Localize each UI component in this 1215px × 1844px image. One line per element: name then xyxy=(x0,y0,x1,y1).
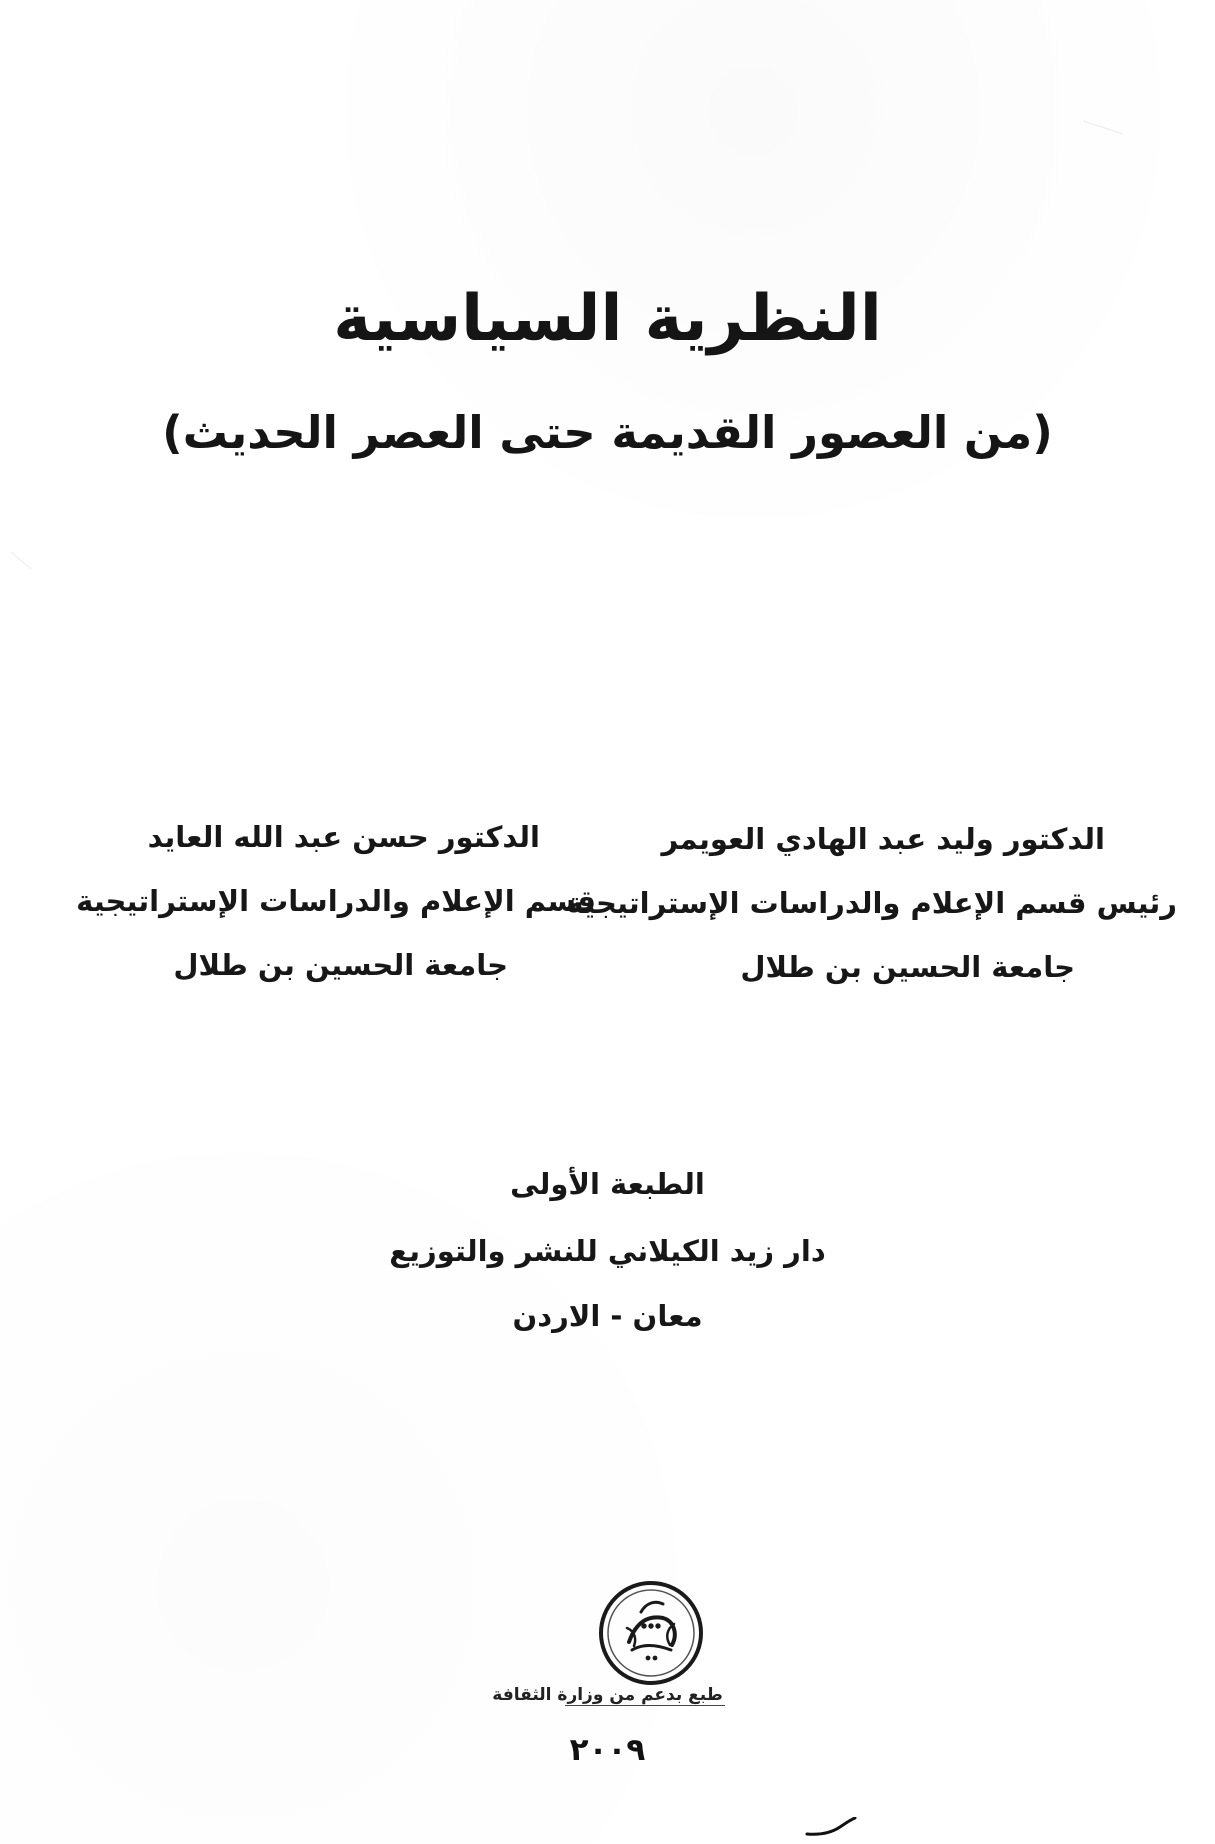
scan-mark xyxy=(11,552,32,569)
edition-label: الطبعة الأولى xyxy=(510,1167,705,1201)
book-title: النظرية السياسية xyxy=(333,282,882,356)
right-author-position: رئيس قسم الإعلام والدراسات الإستراتيجية xyxy=(566,886,1177,920)
publication-place: معان - الاردن xyxy=(512,1299,703,1333)
pen-stroke-icon xyxy=(805,1817,857,1839)
scan-mark xyxy=(1083,121,1123,135)
right-author-university: جامعة الحسين بن طلال xyxy=(740,950,1075,984)
left-author-department: قسم الإعلام والدراسات الإستراتيجية xyxy=(76,884,596,918)
right-author-name: الدكتور وليد عبد الهادي العويمر xyxy=(661,822,1105,856)
left-author-name: الدكتور حسن عبد الله العايد xyxy=(147,820,540,854)
culture-ministry-seal-icon xyxy=(597,1579,705,1687)
publisher-name: دار زيد الكيلاني للنشر والتوزيع xyxy=(389,1234,826,1268)
book-subtitle: (من العصور القديمة حتى العصر الحديث) xyxy=(162,406,1053,459)
left-author-university: جامعة الحسين بن طلال xyxy=(173,948,508,982)
support-note: طبع بدعم من وزارة الثقافة xyxy=(492,1685,723,1705)
publication-year: ٢٠٠٩ xyxy=(569,1732,646,1768)
support-divider xyxy=(565,1705,725,1706)
